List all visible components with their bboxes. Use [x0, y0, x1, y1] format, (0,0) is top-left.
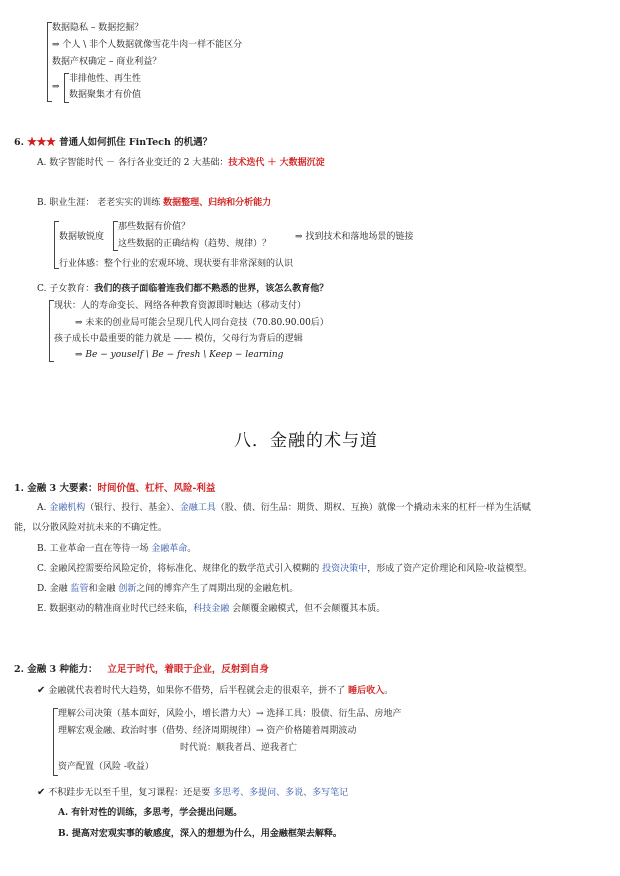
q6-b-industry: 行业体感：整个行业的宏观环境、现状要有非常深刻的认识 [59, 259, 294, 269]
s1-c-blue: 投资决策中 [322, 564, 368, 574]
q6-c [37, 283, 328, 296]
s2-heading [14, 663, 269, 676]
s1-a-cont: 能，以分散风险对抗未来的不确定性。 [14, 523, 168, 533]
q6-b [37, 197, 271, 210]
q6-c-3: 孩子成长中最重要的能力就是 —— 模仿，父母行为背后的逻辑 [54, 334, 303, 344]
s1-d-blue-1: 监管 [70, 584, 89, 594]
s1-b [37, 543, 196, 556]
s2-heading-highlight: 立足于时代，着眼于企业，反射到自身 [107, 664, 269, 675]
s2-p2 [37, 786, 348, 800]
s1-b-text: B. 工业革命一直在等待一场 [37, 544, 149, 554]
s2-p1-highlight: 睡后收入 [348, 686, 385, 696]
check-icon: ✔ [37, 787, 46, 798]
q6-a-text: A. 数字智能时代 － 各行各业变迁的 2 大基础： [37, 158, 229, 168]
s1-e-blue: 科技金融 [193, 604, 230, 614]
s2-l2: 理解宏观金融、政治时事（借势、经济周期规律）→ 资产价格随着周期波动 [58, 726, 357, 736]
s1-e-end: 会颠覆金融模式，但不会颠覆其本质。 [232, 604, 386, 614]
s1-c-text: C. 金融风控需要给风险定价，将标准化、规律化的数学范式引入模糊的 [37, 564, 320, 574]
s1-heading [14, 482, 215, 495]
s2-b: B. 提高对宏观实事的敏感度，深入的想想为什么，用金融框架去解释。 [58, 829, 342, 839]
s2-p1-end: 。 [384, 686, 394, 696]
q6-b-text: B. 职业生涯： 老老实实的训练 [37, 198, 161, 208]
chapter-title: 八．金融的术与道 [234, 431, 378, 451]
q6-b-sensitivity: 数据敏锐度 [59, 232, 105, 242]
s1-e-text: E. 数据驱动的精准商业时代已经来临， [37, 604, 194, 614]
s1-a-blue-1: 金融机构 [49, 503, 86, 513]
s1-b-blue: 金融革命 [151, 544, 188, 554]
top-line-1: 数据隐私 – 数据挖掘？ [52, 23, 144, 33]
s1-heading-text: 1. 金融 3 大要素： [14, 483, 98, 494]
q6-c-bold: 我们的孩子面临着连我们都不熟悉的世界，该怎么教育他？ [94, 284, 329, 294]
s2-p1 [37, 684, 393, 698]
star-icon: ★★★ [27, 137, 56, 148]
s1-c [37, 563, 532, 576]
top-line-2: ⇒ 个人 \ 非个人数据就像雪花牛肉一样不能区分 [52, 40, 243, 50]
q6-c-4-text: Be − youself \ Be − fresh \ Keep − learning [85, 350, 284, 360]
s2-l3: 时代说：顺我者昌、逆我者亡 [180, 743, 298, 753]
top-arrow: ⇒ [52, 82, 60, 92]
s1-d-text-3: 之间的博弈产生了周期出现的金融危机。 [136, 584, 299, 594]
check-icon: ✔ [37, 685, 46, 696]
s2-l4: 资产配置（风险 -收益） [58, 762, 154, 772]
s1-c-end: ，形成了资产定价理论和风险-收益模型。 [367, 564, 533, 574]
q6-number: 6. [14, 137, 24, 148]
q6-b-highlight: 数据整理、归纳和分析能力 [163, 198, 272, 208]
s1-a-text-2: （股、债、衍生品：期货、期权、互换）就像一个撬动未来的杠杆一样为生活赋 [215, 503, 531, 513]
s1-heading-highlight: 时间价值、杠杆、风险-利益 [97, 483, 216, 494]
q6-c-text: C. 子女教育： [37, 284, 95, 294]
q6-a-highlight: 技术迭代 ＋ 大数据沉淀 [228, 158, 325, 168]
q6-heading [14, 136, 212, 149]
top-line-3: 数据产权确定 – 商业利益？ [52, 57, 162, 67]
q6-c-4-arrow: ⇒ [75, 350, 86, 360]
q6-c-1: 现状：人的寿命变长、网络各种教育资源即时触达（移动支付） [54, 301, 307, 311]
q6-title: 普通人如何抓住 FinTech 的机遇？ [59, 137, 213, 148]
s1-a [37, 502, 531, 515]
q6-c-4 [75, 349, 283, 362]
s1-e [37, 603, 385, 616]
s2-a: A. 有针对性的训练，多思考，学会提出问题。 [58, 808, 243, 818]
s2-l1: 理解公司决策（基本面好，风险小，增长潜力大）→ 选择工具：股债、衍生品、房地产 [58, 709, 402, 719]
s1-b-end: 。 [187, 544, 197, 554]
s1-d-text-1: D. 金融 [37, 584, 68, 594]
s2-p1-text: 金融就代表着时代大趋势，如果你不借势，后半程就会走的很艰辛，拼不了 [48, 686, 346, 696]
q6-a [37, 157, 325, 170]
q6-b-sub-2: 这些数据的正确结构（趋势、规律）？ [118, 239, 272, 249]
s1-a-text-1: （银行、投行、基金）、 [85, 503, 180, 513]
q6-b-arrow: ⇒ 找到技术和落地场景的链接 [295, 232, 414, 242]
s1-d-blue-2: 创新 [118, 584, 137, 594]
top-line-5: 数据聚集才有价值 [69, 90, 142, 100]
s2-p2-text: 不积跬步无以至千里，复习课程：还是要 [48, 788, 211, 798]
s1-a-blue-2: 金融工具 [179, 503, 216, 513]
s2-p2-blue: 多思考、多提问、多说、多写笔记 [213, 788, 349, 798]
s1-a-label: A. [37, 503, 47, 513]
q6-b-sub-1: 那些数据有价值？ [118, 222, 191, 232]
s1-d-text-2: 和金融 [88, 584, 116, 594]
s2-heading-text: 2. 金融 3 种能力： [14, 664, 98, 675]
s1-d [37, 583, 298, 596]
q6-c-2: ⇒ 未来的创业局可能会呈现几代人同台竞技（70.80.90.00后） [75, 318, 329, 328]
top-line-4: 非排他性、再生性 [69, 74, 142, 84]
